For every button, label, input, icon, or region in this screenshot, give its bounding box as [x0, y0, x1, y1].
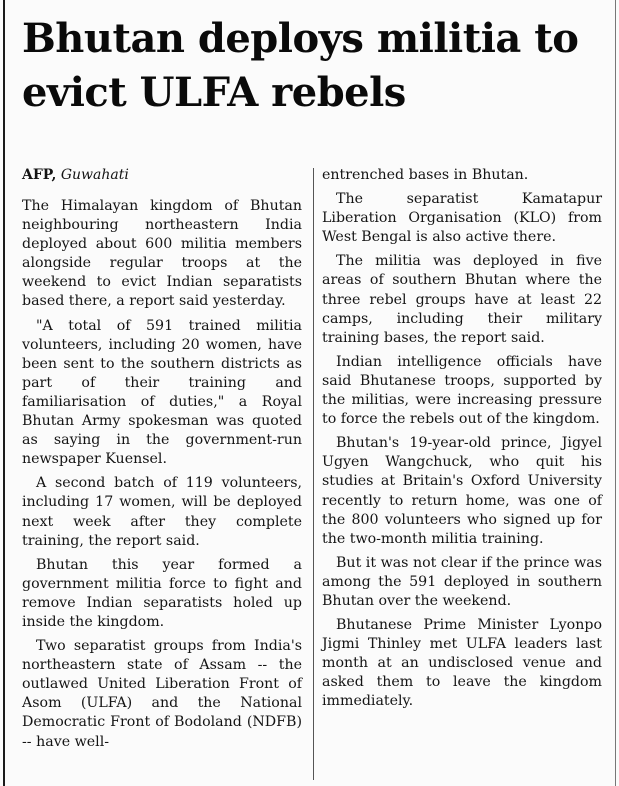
paragraph-9: Bhutan's 19-year-old prince, Jigyel Ugyen Wangchuck, who quit his studies at Britain's Oxford University recently to return home, was one of the 800 volunteers who signed up for the two-month militia training.: [322, 435, 602, 547]
clipping-right-edge: [615, 0, 616, 786]
paragraph-7: The militia was deployed in five areas of southern Bhutan where the three rebel groups have at least 22 camps, including their military training bases, the report said.: [322, 253, 602, 346]
paragraph-4: Bhutan this year formed a government militia force to fight and remove Indian separatists holed up inside the kingdom.: [22, 556, 302, 630]
paragraph-11: Bhutanese Prime Minister Lyonpo Jigmi Thinley met ULFA leaders last month at an undisclosed venue and asked them to leave the kingdom immediately.: [322, 617, 602, 710]
headline: Bhutan deploys militia to evict ULFA rebels: [22, 15, 579, 116]
paragraph-6: The separatist Kamatapur Liberation Organisation (KLO) from West Bengal is also active there.: [322, 191, 602, 246]
paragraph-8: Indian intelligence officials have said Bhutanese troops, supported by the militias, were increasing pressure to force the rebels out of the kingdom.: [322, 353, 602, 428]
paragraph-1: The Himalayan kingdom of Bhutan neighbouring northeastern India deployed about 600 militia members alongside regular troops at the weekend to evict Indian separatists based there, a report said yesterday.: [22, 198, 302, 310]
paragraph-2: "A total of 591 trained militia volunteers, including 20 women, have been sent to the southern districts as part of their training and familiarisation of duties," a Royal Bhutan Army spokesman was quoted as saying in the government-run newspaper Kuensel.: [22, 317, 302, 468]
column-divider: [313, 168, 314, 780]
paragraph-10: But it was not clear if the prince was among the 591 deployed in southern Bhutan over the weekend.: [322, 554, 602, 609]
byline: [22, 166, 302, 185]
paragraph-3: A second batch of 119 volunteers, including 17 women, will be deployed next week after they complete training, the report said.: [22, 475, 302, 549]
paragraph-5: Two separatist groups from India's northeastern state of Assam -- the outlawed United Liberation Front of Asom (ULFA) and the National Democratic Front of Bodoland (NDFB) -- have well-: [22, 638, 302, 750]
byline-agency: AFP,: [22, 167, 57, 183]
byline-place: Guwahati: [60, 167, 129, 183]
paragraph-5-continued: entrenched bases in Bhutan.: [322, 167, 529, 183]
column-left: [22, 166, 302, 757]
column-right: [322, 166, 602, 717]
clipping-left-edge: [3, 0, 5, 786]
